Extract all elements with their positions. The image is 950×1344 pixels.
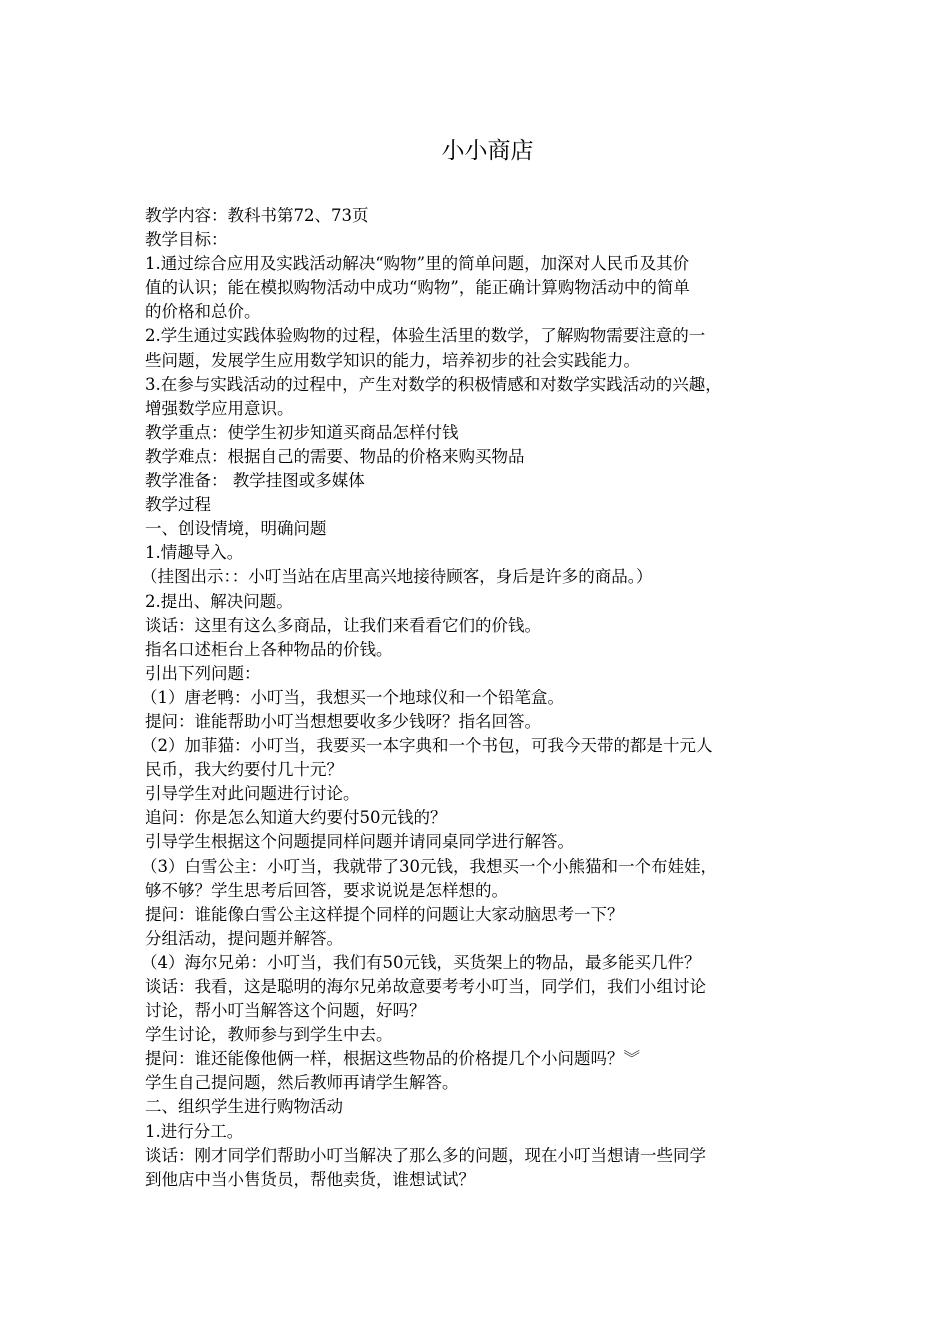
text-line: 2.提出、解决问题。: [145, 591, 293, 611]
text-line: 讨论，帮小叮当解答这个问题，好吗？: [145, 1001, 426, 1021]
text-line: 追问：你是怎么知道大约要付50元钱的？: [145, 808, 447, 828]
text-line: 教学内容：教科书第72、73页: [145, 206, 369, 225]
text-line: 教学难点：根据自己的需要、物品的价格来购买物品: [145, 446, 525, 466]
text-lines: [141, 204, 810, 1192]
text-line: 谈话：我看，这是聪明的海尔兄弟故意要考考小叮当，同学们，我们小组讨论: [145, 977, 706, 996]
text-line: 到他店中当小售货员，帮他卖货，谁想试试？: [145, 1169, 475, 1189]
text-line: 分组活动，提问题并解答。: [145, 928, 343, 948]
text-line: 教学重点：使学生初步知道买商品怎样付钱: [145, 422, 459, 442]
text-line: 提问：谁能像白雪公主这样提个同样的问题让大家动脑思考一下？: [145, 904, 624, 924]
text-line: 指名口述柜台上各种物品的价钱。: [145, 639, 393, 659]
text-line: 民币，我大约要付几十元？: [145, 760, 343, 780]
text-line: 引导学生对此问题进行讨论。: [145, 784, 360, 804]
text-line: 二、组织学生进行购物活动: [145, 1097, 343, 1117]
text-line: 一、创设情境，明确问题: [145, 519, 327, 539]
document-body: [141, 136, 810, 1192]
text-line: 增强数学应用意识。: [145, 398, 294, 418]
text-line: 1.进行分工。: [145, 1121, 244, 1141]
text-line: 些问题，发展学生应用数学知识的能力，培养初步的社会实践能力。: [145, 350, 640, 370]
text-line: 引导学生根据这个问题提同样问题并请同桌同学进行解答。: [145, 832, 574, 852]
text-line: （1）唐老鸭：小叮当，我想买一个地球仪和一个铅笔盒。: [141, 687, 564, 707]
text-line: （4）海尔兄弟：小叮当，我们有50元钱，买货架上的物品，最多能买几件？: [141, 952, 701, 972]
text-line: 提问：谁能帮助小叮当想想要收多少钱呀？指名回答。: [145, 711, 541, 731]
text-line: 提问：谁还能像他俩一样，根据这些物品的价格提几个小问题吗？︾: [145, 1049, 640, 1069]
text-line: 1.情趣导入。: [145, 543, 244, 563]
text-line: 学生讨论，教师参与到学生中去。: [145, 1025, 393, 1045]
text-line: 教学目标：: [145, 230, 228, 250]
text-line: 的价格和总价。: [145, 302, 261, 322]
text-line: 教学过程: [145, 495, 211, 515]
text-line: 值的认识；能在模拟购物活动中成功“购物”，能正确计算购物活动中的简单: [145, 278, 690, 298]
text-line: 学生自己提问题，然后教师再请学生解答。: [145, 1073, 459, 1093]
text-line: （3）白雪公主：小叮当，我就带了30元钱，我想买一个小熊猫和一个布娃娃，: [141, 856, 717, 876]
text-line: 3.在参与实践活动的过程中，产生对数学的积极情感和对数学实践活动的兴趣，: [145, 374, 722, 394]
text-line: 谈话：这里有这么多商品，让我们来看看它们的价钱。: [145, 615, 541, 635]
text-line: 1.通过综合应用及实践活动解决“购物”里的简单问题，加深对人民币及其价: [145, 254, 690, 274]
text-line: 2.学生通过实践体验购物的过程，体验生活里的数学，了解购物需要注意的一: [145, 326, 706, 346]
text-line: （挂图出示：：小叮当站在店里高兴地接待顾客，身后是许多的商品。）: [141, 567, 653, 587]
text-line: 够不够？学生思考后回答，要求说说是怎样想的。: [145, 880, 508, 900]
text-line: 谈话：刚才同学们帮助小叮当解决了那么多的问题，现在小叮当想请一些同学: [145, 1145, 706, 1165]
text-line: 引出下列问题：: [145, 663, 261, 683]
text-line: 教学准备： 教学挂图或多媒体: [145, 471, 365, 491]
text-line: （2）加菲猫：小叮当，我要买一本字典和一个书包，可我今天带的都是十元人: [141, 736, 713, 756]
page-title: 小小商店: [441, 138, 534, 164]
